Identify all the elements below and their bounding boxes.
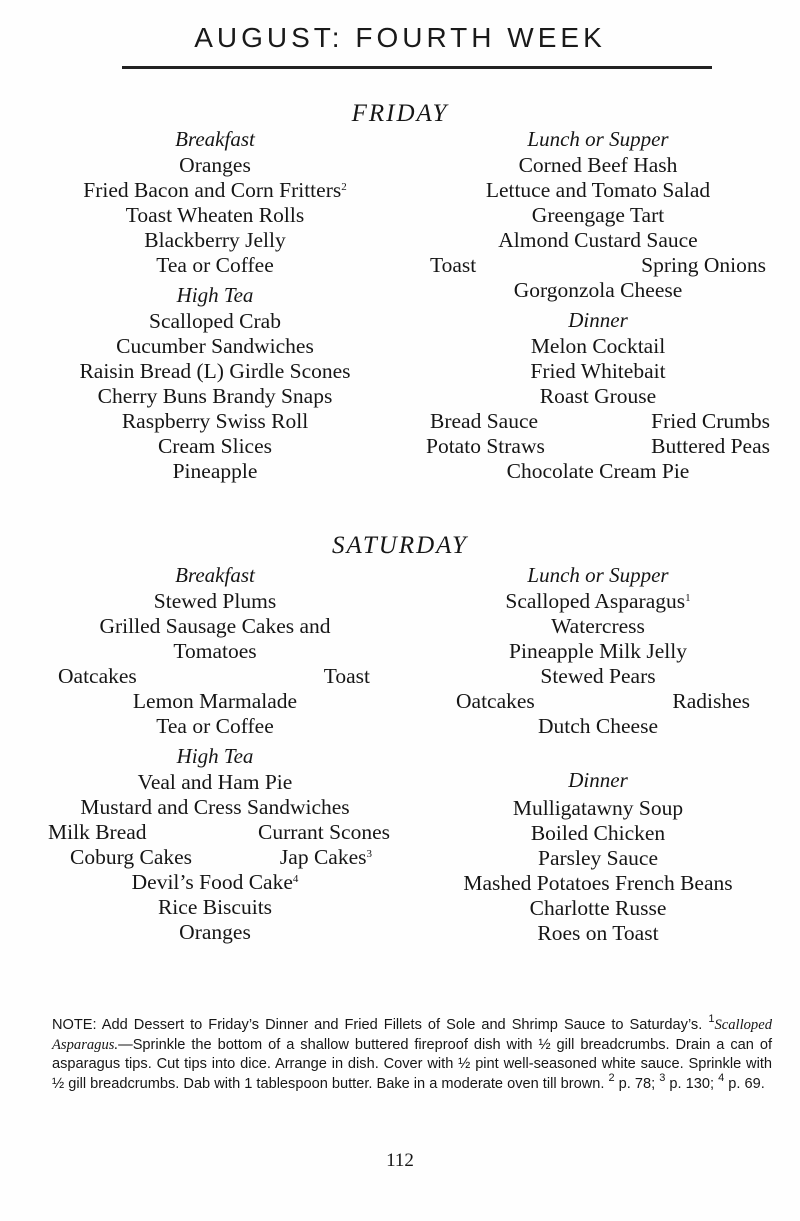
menu-item-pair: Bread Sauce Fried Crumbs <box>430 409 770 433</box>
recipe-title: Scalloped Asparagus. <box>52 1017 772 1053</box>
footnote-ref: 1 <box>685 592 691 604</box>
page-number: 112 <box>386 1150 414 1171</box>
menu-item: Tomatoes <box>173 639 257 663</box>
menu-item: Cream Slices <box>157 434 273 458</box>
menu-item: Mulligatawny Soup <box>512 796 684 820</box>
menu-item: Roast Grouse <box>539 384 657 408</box>
menu-item-pair: Toast Spring Onions <box>430 253 766 277</box>
menu-item: Fried Bacon and Corn Fritters$^2$ <box>83 178 347 202</box>
saturday-dinner-heading: Dinner <box>568 768 628 792</box>
menu-item: Boiled Chicken <box>530 821 666 845</box>
menu-item: Grilled Sausage Cakes and <box>99 614 331 638</box>
friday-dinner-heading: Dinner <box>568 308 628 332</box>
saturday-right-column <box>426 562 770 946</box>
saturday-breakfast-heading: Breakfast <box>175 563 255 587</box>
menu-item: Rice Biscuits <box>157 895 273 919</box>
menu-item: Gorgonzola Cheese <box>513 278 683 302</box>
footnote-ref: 3 <box>366 848 372 860</box>
page-header: AUGUST: FOURTH WEEK <box>194 22 606 53</box>
menu-item: Toast Wheaten Rolls <box>125 203 305 227</box>
menu-item-pair: Oatcakes Toast <box>58 664 370 688</box>
menu-item: Melon Cocktail <box>530 334 666 358</box>
day-heading-friday: FRIDAY <box>351 100 449 127</box>
saturday-lunch-heading: Lunch or Supper <box>527 563 669 587</box>
menu-item: Scalloped Crab <box>149 309 281 333</box>
menu-item: Almond Custard Sauce <box>498 228 698 252</box>
menu-item: Cucumber Sandwiches <box>116 334 314 358</box>
footnote-ref: 2 <box>608 1071 615 1084</box>
menu-item: Pineapple Milk Jelly <box>509 639 687 663</box>
footnote-note: NOTE: Add Dessert to Friday’s Dinner and Fried Fillets of Sole and Shrimp Sauce to Saturday’s. $^1$Scalloped Asparagus.—Sprinkle the bottom of a shallow buttered fireproof dish with ½ gill breadcrumbs. Drain a can of asparagus tips. Cut tips into dice. Arrange in dish. Cover with ½ pint well-seasoned white sauce. Sprinkle with ½ gill breadcrumbs. Dab with 1 tablespoon butter. Bake in a moderate oven till brown. $^2$ p. 78; $^3$ p. 130; $^4$ p. 69. <box>52 1013 772 1092</box>
menu-item: Devil’s Food Cake$^4$ <box>131 870 299 894</box>
friday-breakfast-heading: Breakfast <box>175 127 255 151</box>
menu-item-pair: Potato Straws Buttered Peas <box>426 434 770 458</box>
friday-high-tea-heading: High Tea <box>176 283 254 307</box>
menu-item-pair: Coburg Cakes Jap Cakes$^3$ <box>70 845 372 869</box>
menu-item: Lemon Marmalade <box>132 689 298 713</box>
menu-item: Scalloped Asparagus$^1$ <box>505 589 691 613</box>
menu-item: Chocolate Cream Pie <box>506 459 690 483</box>
footnote-ref: 2 <box>341 181 347 193</box>
footnote-ref: 3 <box>659 1071 666 1084</box>
footnote-ref: 1 <box>708 1013 715 1025</box>
footnote-ref: 4 <box>718 1071 725 1084</box>
menu-item: Watercress <box>551 614 645 638</box>
menu-item: Raspberry Swiss Roll <box>121 409 309 433</box>
day-heading-saturday: SATURDAY <box>332 532 468 559</box>
menu-item: Cherry Buns Brandy Snaps <box>97 384 333 408</box>
menu-item: Roes on Toast <box>537 921 659 945</box>
saturday-high-tea-heading: High Tea <box>176 744 254 768</box>
menu-item: Stewed Pears <box>540 664 656 688</box>
friday-lunch-heading: Lunch or Supper <box>527 127 669 151</box>
menu-item: Veal and Ham Pie <box>137 770 293 794</box>
friday-right-column <box>426 126 770 484</box>
menu-item: Blackberry Jelly <box>144 228 286 252</box>
menu-item: Charlotte Russe <box>529 896 667 920</box>
menu-item: Stewed Plums <box>153 589 277 613</box>
menu-item: Oranges <box>179 920 251 944</box>
menu-item: Pineapple <box>172 459 258 483</box>
menu-item: Mashed Potatoes French Beans <box>463 871 733 895</box>
menu-item: Fried Whitebait <box>530 359 666 383</box>
footnote-ref: 4 <box>292 873 299 885</box>
menu-item: Lettuce and Tomato Salad <box>485 178 711 202</box>
menu-item: Mustard and Cress Sandwiches <box>80 795 350 819</box>
menu-item-pair: Milk Bread Currant Scones <box>48 820 390 844</box>
menu-item-pair: Oatcakes Radishes <box>456 689 750 713</box>
header-rule <box>122 66 712 69</box>
menu-item: Tea or Coffee <box>156 714 274 738</box>
friday-left-column <box>30 126 400 484</box>
saturday-left-column <box>30 562 400 945</box>
menu-item: Corned Beef Hash <box>518 153 678 177</box>
menu-item: Parsley Sauce <box>537 846 658 870</box>
menu-item: Oranges <box>179 153 251 177</box>
menu-item: Greengage Tart <box>531 203 665 227</box>
menu-item: Raisin Bread (L) Girdle Scones <box>79 359 351 383</box>
menu-item: Tea or Coffee <box>156 253 274 277</box>
menu-item: Dutch Cheese <box>537 714 658 738</box>
